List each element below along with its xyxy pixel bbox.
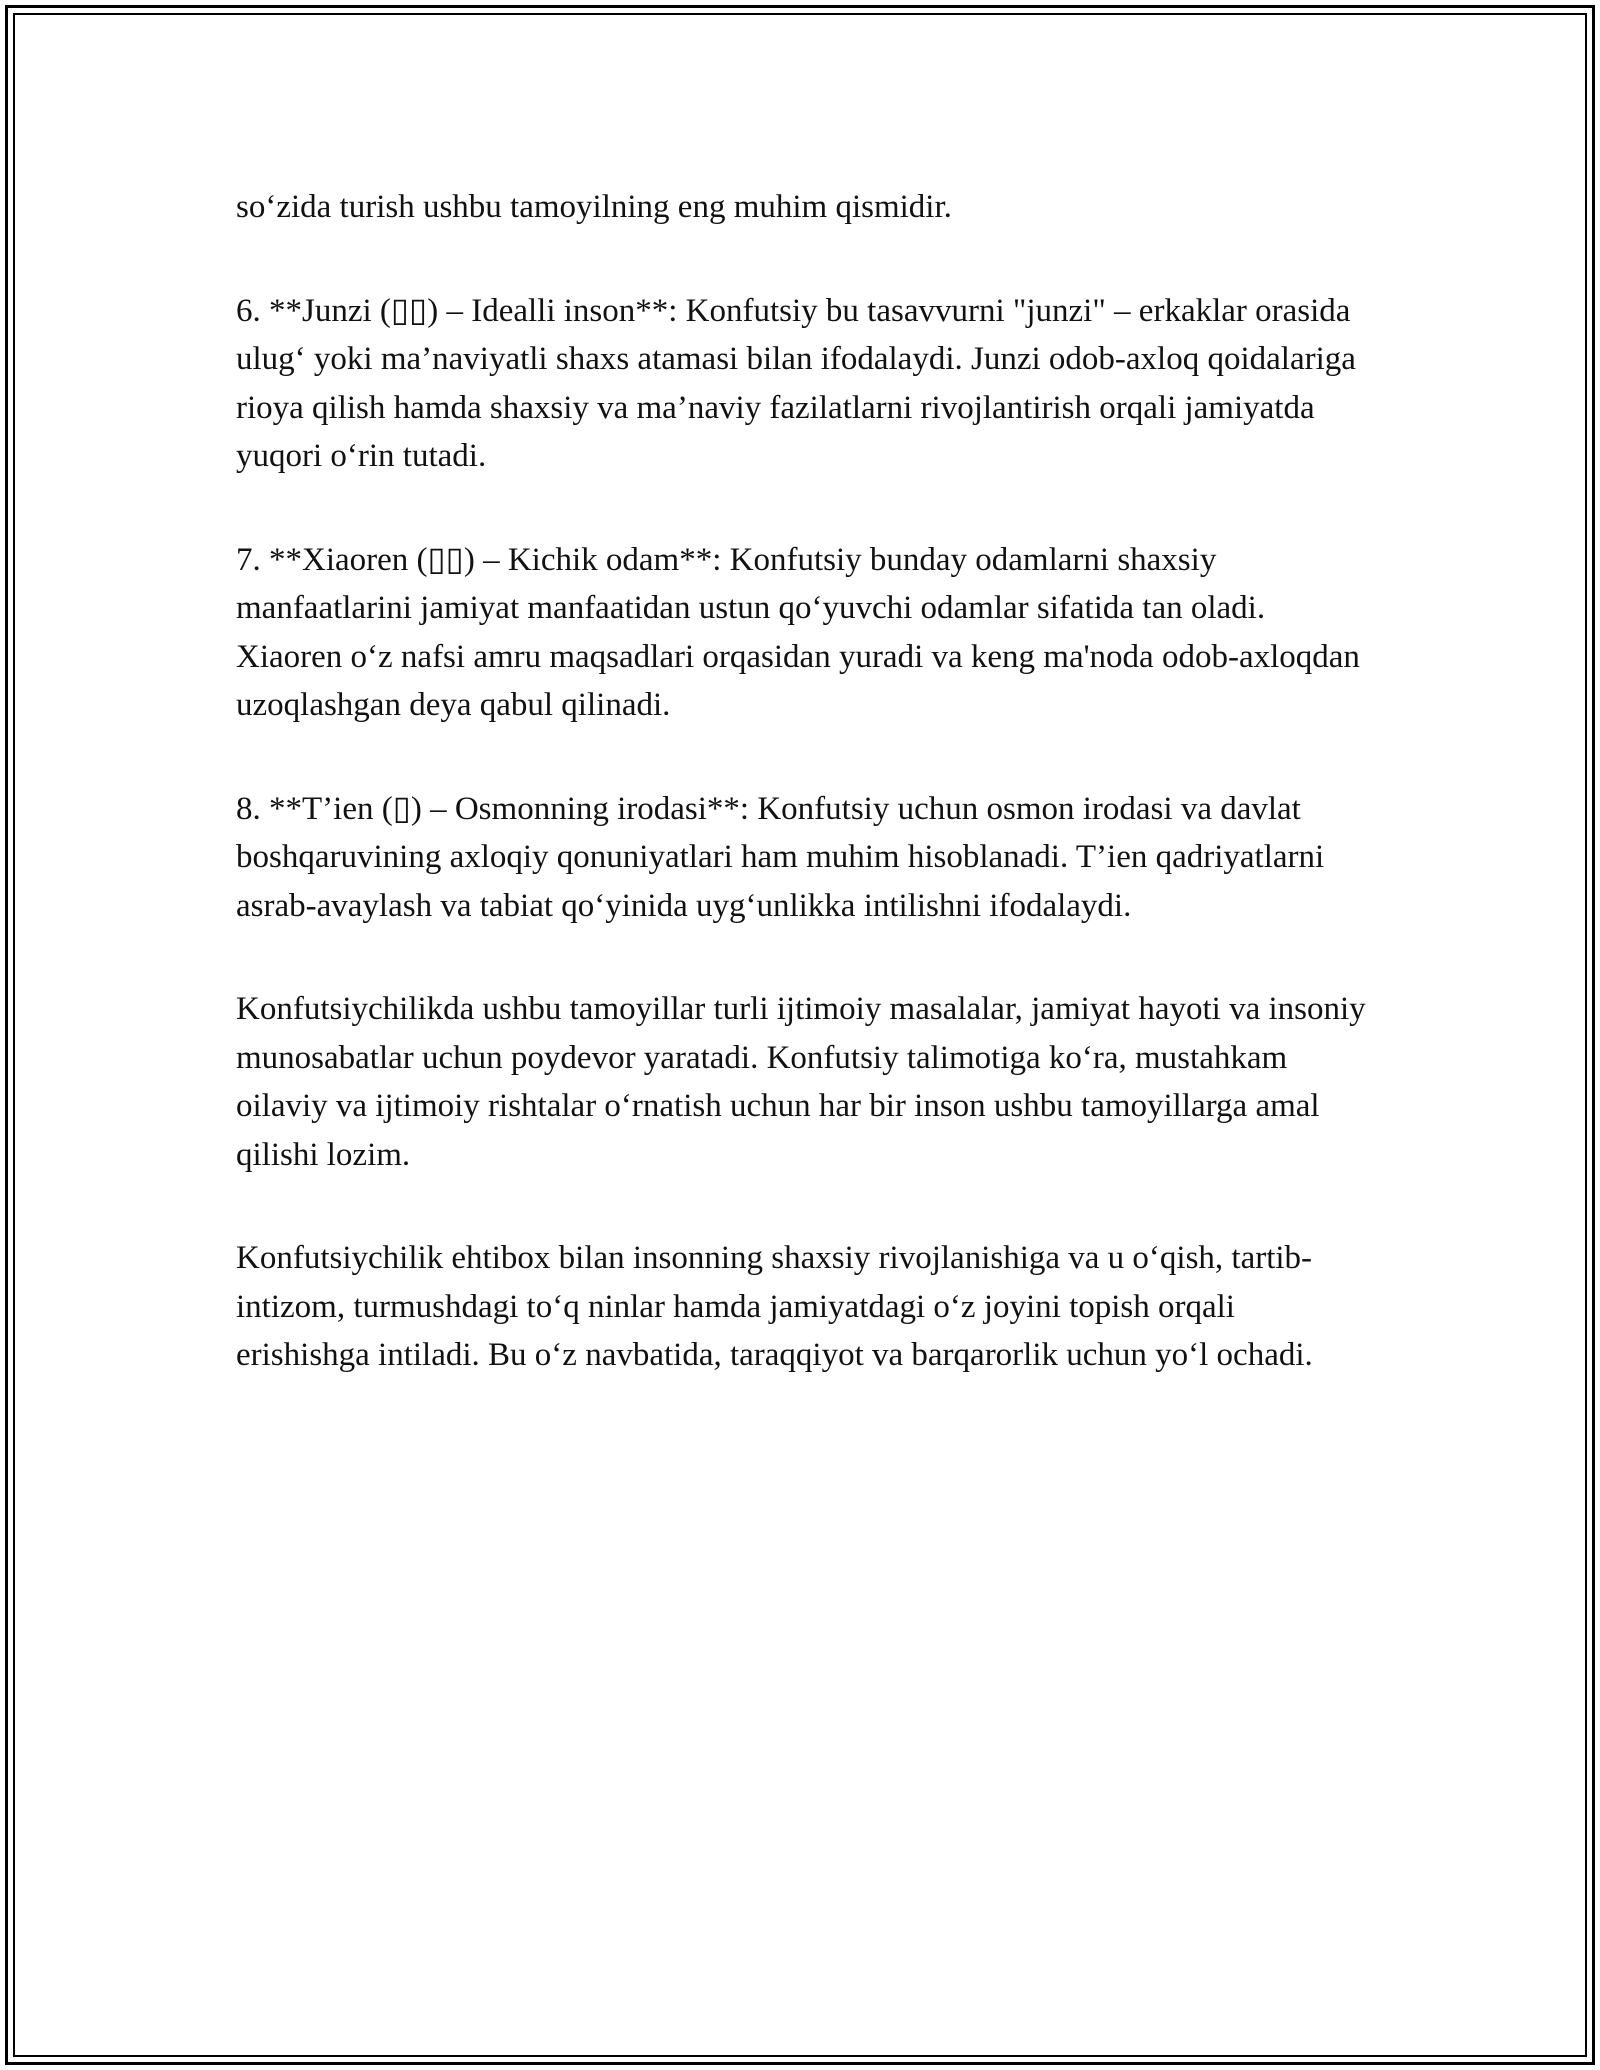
paragraph-junzi: 6. **Junzi (▯▯) – Idealli inson**: Konfutsiy bu tasavvurni "junzi" – erkaklar orasida ulug‘ yoki ma’naviyatli shaxs atamasi bilan ifodalaydi. Junzi odob-axloq qoidalariga rioya qilish hamda shaxsiy va ma’naviy fazilatlarni rivojlantirish orqali jamiyatda yuqori o‘rin tutadi. xyxy=(236,292,1356,474)
document-body xyxy=(236,183,1371,1435)
paragraph-xiaoren: 7. **Xiaoren (▯▯) – Kichik odam**: Konfutsiy bunday odamlarni shaxsiy manfaatlarini jamiyat manfaatidan ustun qo‘yuvchi odamlar sifatida tan oladi. Xiaoren o‘z nafsi amru maqsadlari orqasidan yuradi va keng ma'noda odob-axloqdan uzoqlashgan deya qabul qilinadi. xyxy=(236,541,1360,723)
paragraph-conclusion: Konfutsiychilik ehtibox bilan insonning shaxsiy rivojlanishiga va u o‘qish, tartib-intizom, turmushdagi to‘q ninlar hamda jamiyatdagi o‘z joyini topish orqali erishishga intiladi. Bu o‘z navbatida, taraqqiyot va barqarorlik uchun yo‘l ochadi. xyxy=(236,1240,1313,1373)
paragraph-tien: 8. **T’ien (▯) – Osmonning irodasi**: Konfutsiy uchun osmon irodasi va davlat boshqaruvining axloqiy qonuniyatlari ham muhim hisoblanadi. T’ien qadriyatlarni asrab-avaylash va tabiat qo‘yinida uyg‘unlikka intilishni ifodalaydi. xyxy=(236,790,1325,924)
paragraph-summary: Konfutsiychilikda ushbu tamoyillar turli ijtimoiy masalalar, jamiyat hayoti va insoniy munosabatlar uchun poydevor yaratadi. Konfutsiy talimotiga ko‘ra, mustahkam oilaviy va ijtimoiy rishtalar o‘rnatish uchun har bir inson ushbu tamoyillarga amal qilishi lozim. xyxy=(236,991,1366,1173)
paragraph-continuation: so‘zida turish ushbu tamoyilning eng muhim qismidir. xyxy=(236,189,952,225)
